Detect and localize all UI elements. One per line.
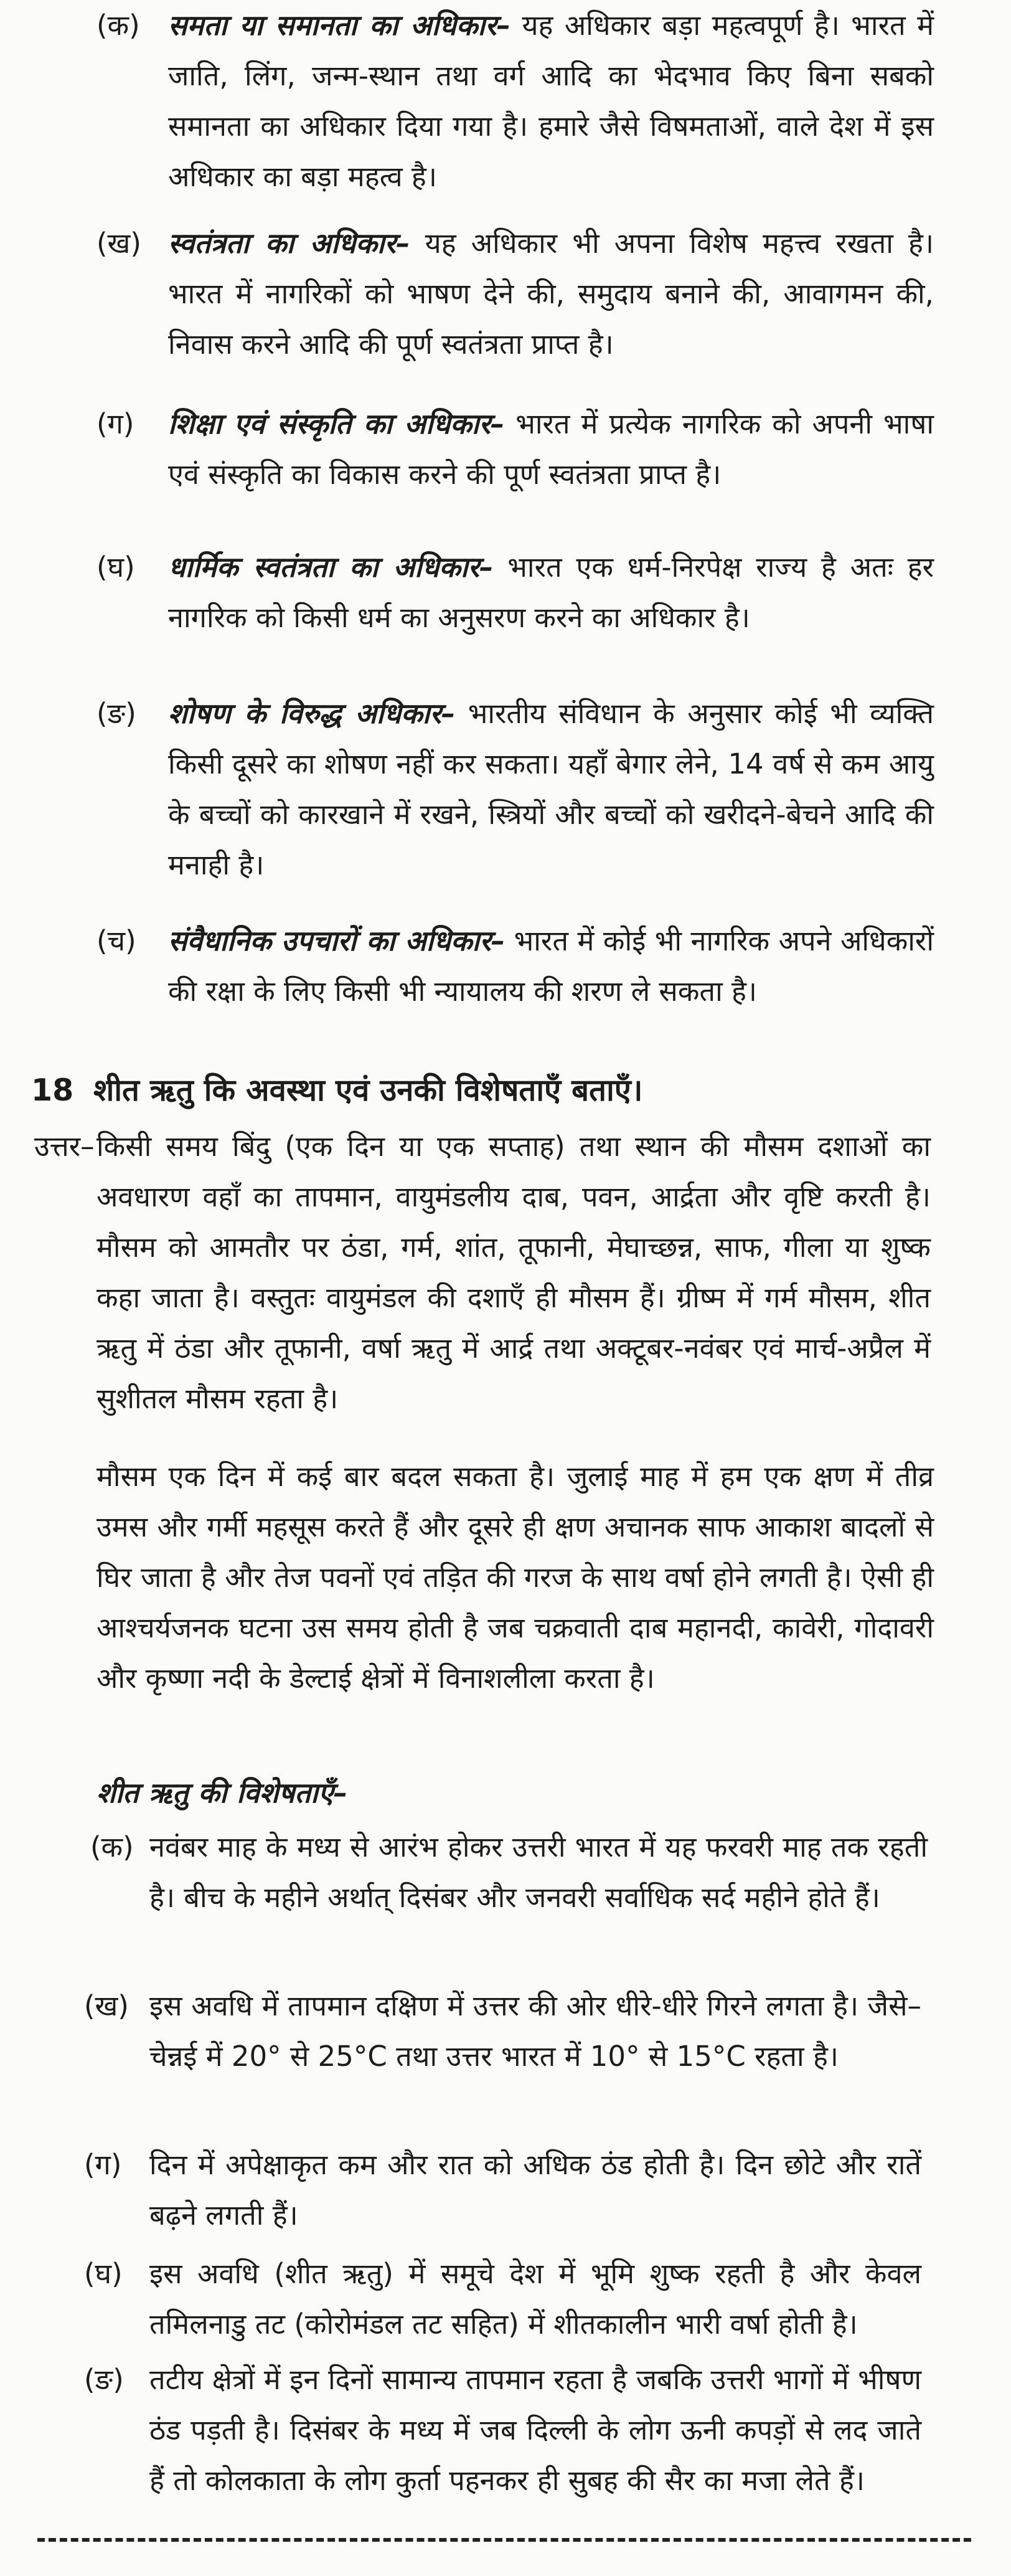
list-marker: (च)	[96, 924, 136, 957]
list-marker: (ग)	[96, 407, 134, 440]
question-text: शीत ऋतु कि अवस्था एवं उनकी विशेषताएँ बताएँ।	[93, 1073, 643, 1108]
feature-list-item	[84, 2354, 921, 2506]
bottom-dashed-divider	[37, 2538, 971, 2542]
right-description: यह अधिकार बड़ा महत्वपूर्ण है। भारत में जाति, लिंग, जन्म-स्थान तथा वर्ग आदि का भेदभाव किए बिना सबको समानता का अधिकार दिया गया है। हमारे जैसे विषमताओं, वाले देश में इस अधिकार का बड़ा महत्व है।	[168, 9, 934, 193]
list-marker: (घ)	[84, 2257, 123, 2290]
right-heading: समता या समानता का अधिकार–	[168, 9, 510, 42]
rights-list-item	[96, 399, 934, 500]
rights-list-item	[96, 218, 934, 369]
answer-paragraph-1: किसी समय बिंदु (एक दिन या एक सप्ताह) तथा स्थान की मौसम दशाओं का अवधारण वहाँ का तापमान, वायुमंडलीय दाब, पवन, आर्द्रता और वृष्टि करती है। मौसम को आमतौर पर ठंडा, गर्म, शांत, तूफानी, मेघाच्छन्न, साफ, गीला या शुष्क कहा जाता है। वस्तुतः वायुमंडल की दशाएँ ही मौसम हैं। ग्रीष्म में गर्म मौसम, शीत ऋतु में ठंडा और तूफानी, वर्षा ऋतु में आर्द्र तथा अक्टूबर-नवंबर एवं मार्च-अप्रैल में सुशीतल मौसम रहता है।	[96, 1130, 931, 1415]
feature-description: इस अवधि (शीत ऋतु) में समूचे देश में भूमि शुष्क रहती है और केवल तमिलनाडु तट (कोरोमंडल तट सहित) में शीतकालीन भारी वर्षा होती है।	[149, 2257, 921, 2341]
right-heading: स्वतंत्रता का अधिकार–	[168, 227, 410, 260]
right-description: भारतीय संविधान के अनुसार कोई भी व्यक्ति किसी दूसरे का शोषण नहीं कर सकता। यहाँ बेगार लेने, 14 वर्ष से कम आयु के बच्चों को कारखाने में रखने, स्त्रियों और बच्चों को खरीदने-बेचने आदि की मनाही है।	[168, 697, 934, 881]
list-marker: (ङ)	[96, 697, 136, 730]
feature-list-item	[84, 1981, 921, 2081]
right-description: यह अधिकार भी अपना विशेष महत्त्व रखता है। भारत में नागरिकों को भाषण देने की, समुदाय बनाने की, आवागमन की, निवास करने आदि की पूर्ण स्वतंत्रता प्राप्त है।	[168, 227, 934, 361]
rights-list-item	[96, 542, 934, 643]
feature-list-item	[84, 2139, 921, 2240]
answer-block	[34, 1121, 931, 1424]
list-marker: (ङ)	[84, 2363, 124, 2396]
feature-description: दिन में अपेक्षाकृत कम और रात को अधिक ठंड होती है। दिन छोटे और रातें बढ़ने लगती हैं।	[149, 2148, 921, 2232]
list-marker: (क)	[96, 9, 140, 42]
features-subheading: शीत ऋतु की विशेषताएँ–	[96, 1776, 348, 1809]
feature-description: तटीय क्षेत्रों में इन दिनों सामान्य तापमान रहता है जबकि उत्तरी भागों में भीषण ठंड पड़ती है। दिसंबर के मध्य में जब दिल्ली के लोग ऊनी कपड़ों से लद जाते हैं तो कोलकाता के लोग कुर्ता पहनकर ही सुबह की सैर का मजा लेते हैं।	[149, 2363, 921, 2497]
question-18	[31, 1065, 952, 1115]
list-marker: (ख)	[96, 227, 141, 260]
right-heading: धार्मिक स्वतंत्रता का अधिकार–	[168, 551, 494, 584]
feature-description: नवंबर माह के मध्य से आरंभ होकर उत्तरी भारत में यह फरवरी माह तक रहती है। बीच के महीने अर्थात् दिसंबर और जनवरी सर्वाधिक सर्द महीने होते हैं।	[149, 1830, 928, 1914]
list-marker: (घ)	[96, 551, 135, 584]
right-heading: शोषण के विरुद्ध अधिकार–	[168, 697, 456, 730]
right-heading: संवैधानिक उपचारों का अधिकार–	[168, 924, 505, 957]
feature-description: इस अवधि में तापमान दक्षिण में उत्तर की ओर धीरे-धीरे गिरने लगता है। जैसे– चेन्नई में 20° से 25°C तथा उत्तर भारत में 10° से 15°C रहता है।	[149, 1989, 921, 2073]
list-marker: (ख)	[84, 1989, 129, 2022]
rights-list-item	[96, 688, 934, 890]
list-marker: (ग)	[84, 2148, 122, 2181]
rights-list-item	[96, 0, 934, 202]
answer-paragraph-2: मौसम एक दिन में कई बार बदल सकता है। जुलाई माह में हम एक क्षण में तीव्र उमस और गर्मी महसूस करते हैं और दूसरे ही क्षण अचानक साफ आकाश बादलों से घिर जाता है और तेज पवनों एवं तड़ित की गरज के साथ वर्षा होने लगती है। ऐसी ही आश्चर्यजनक घटना उस समय होती है जब चक्रवाती दाब महानदी, कावेरी, गोदावरी और कृष्णा नदी के डेल्टाई क्षेत्रों में विनाशलीला करता है।	[96, 1460, 934, 1695]
list-marker: (क)	[90, 1830, 134, 1863]
right-heading: शिक्षा एवं संस्कृति का अधिकार–	[168, 407, 505, 440]
answer-label: उत्तर–	[34, 1130, 95, 1163]
right-description: भारत में कोई भी नागरिक अपने अधिकारों की रक्षा के लिए किसी भी न्यायालय की शरण ले सकता है।	[168, 924, 934, 1008]
feature-list-item	[84, 2248, 921, 2349]
right-description: भारत में प्रत्येक नागरिक को अपनी भाषा एवं संस्कृति का विकास करने की पूर्ण स्वतंत्रता प्राप्त है।	[168, 407, 934, 491]
question-number: 18	[31, 1073, 74, 1108]
rights-list-item	[96, 916, 934, 1016]
feature-list-item	[90, 1822, 928, 1923]
right-description: भारत एक धर्म-निरपेक्ष राज्य है अतः हर नागरिक को किसी धर्म का अनुसरण करने का अधिकार है।	[168, 551, 934, 634]
